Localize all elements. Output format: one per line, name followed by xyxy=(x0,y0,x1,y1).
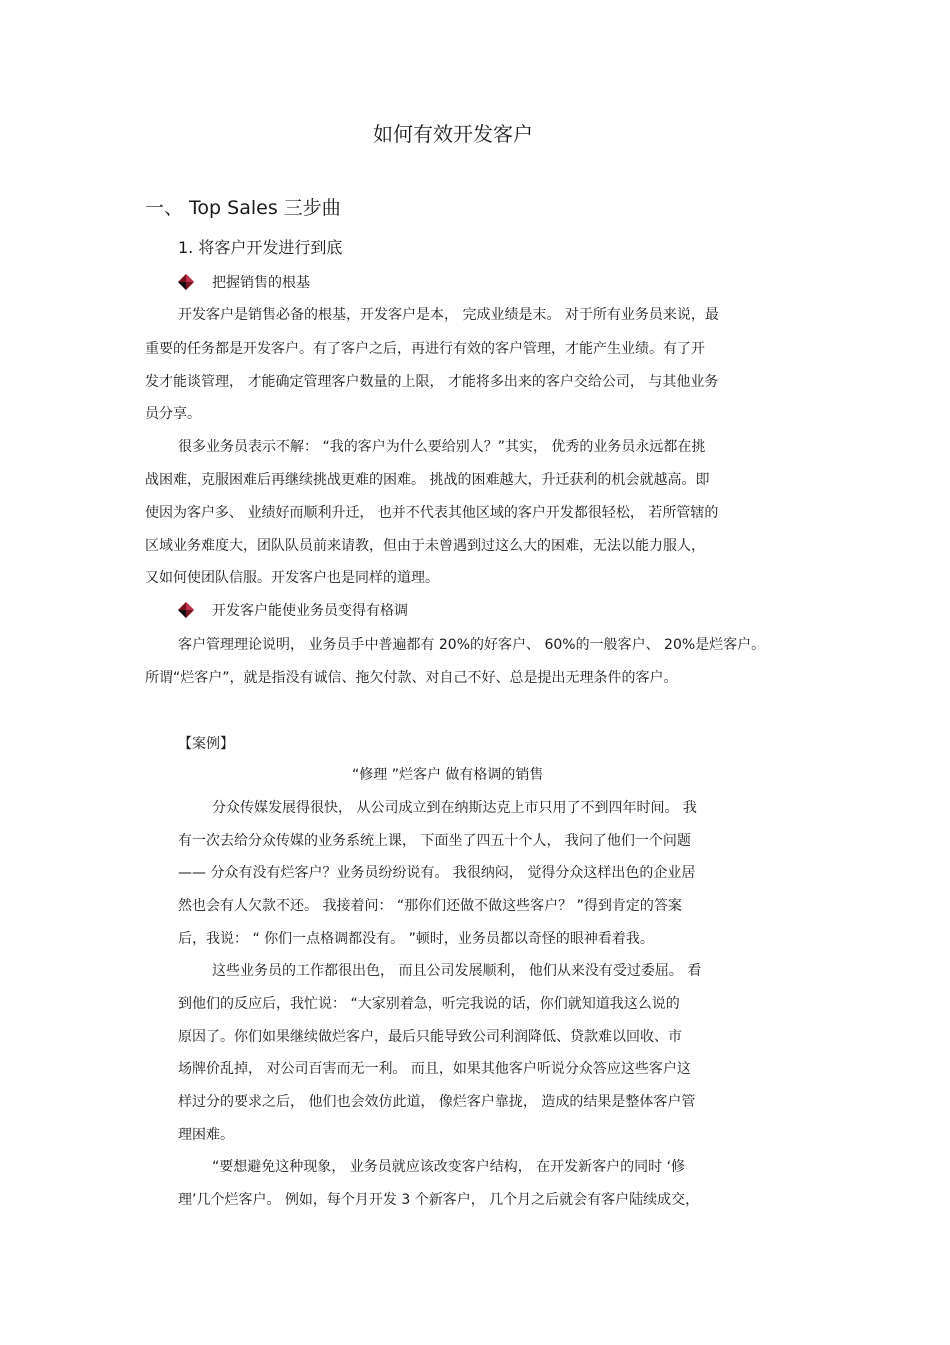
paragraph-line: 重要的任务都是开发客户。有了客户之后，再进行有效的客户管理，才能产生业绩。有了开 xyxy=(145,341,705,357)
paragraph-line: 客户管理理论说明， 业务员手中普遍都有 20%的好客户、 60%的一般客户、 20%是烂客户。 xyxy=(178,637,766,653)
paragraph-line: 所谓“烂客户”，就是指没有诚信、拖欠付款、对自己不好、总是提出无理条件的客户。 xyxy=(145,670,678,686)
case-line: 原因了。你们如果继续做烂客户，最后只能导致公司利润降低、贷款难以回收、市 xyxy=(178,1029,682,1045)
case-label: 【案例】 xyxy=(178,736,234,752)
case-line: 然也会有人欠款不还。 我接着问： “那你们还做不做这些客户？ ”得到肯定的答案 xyxy=(178,898,682,914)
subsection-heading: 1. 将客户开发进行到底 xyxy=(178,238,343,257)
case-line: 理困难。 xyxy=(178,1127,234,1143)
case-line: 到他们的反应后，我忙说： “大家别着急，听完我说的话，你们就知道我这么说的 xyxy=(178,996,680,1012)
paragraph-line: 员分享。 xyxy=(145,406,201,422)
paragraph-line: 区域业务难度大，团队队员前来请教，但由于未曾遇到过这么大的困难，无法以能力服人， xyxy=(145,538,705,554)
case-line: 理’几个烂客户。 例如，每个月开发 3 个新客户， 几个月之后就会有客户陆续成交， xyxy=(178,1192,700,1208)
diamond-bullet-icon xyxy=(177,273,195,291)
case-line: 这些业务员的工作都很出色， 而且公司发展顺利， 他们从来没有受过委屈。 看 xyxy=(212,963,702,979)
diamond-bullet-icon xyxy=(177,601,195,619)
page-title: 如何有效开发客户 xyxy=(373,122,533,146)
section-heading: 一、 Top Sales 三步曲 xyxy=(145,197,341,219)
case-line: 场牌价乱掉， 对公司百害而无一利。 而且，如果其他客户听说分众答应这些客户这 xyxy=(178,1061,691,1077)
case-line: 后，我说： “ 你们一点格调都没有。 ”顿时，业务员都以奇怪的眼神看着我。 xyxy=(178,931,654,947)
case-line: 有一次去给分众传媒的业务系统上课， 下面坐了四五十个人， 我问了他们一个问题 xyxy=(178,833,691,849)
paragraph-line: 很多业务员表示不解： “我的客户为什么要给别人？”其实， 优秀的业务员永远都在挑 xyxy=(178,439,706,455)
bullet-heading: 开发客户能使业务员变得有格调 xyxy=(212,603,408,619)
paragraph-line: 又如何使团队信服。开发客户也是同样的道理。 xyxy=(145,570,439,586)
paragraph-line: 开发客户是销售必备的根基，开发客户是本， 完成业绩是末。 对于所有业务员来说，最 xyxy=(178,307,719,323)
case-line: “要想避免这种现象， 业务员就应该改变客户结构， 在开发新客户的同时 ‘修 xyxy=(212,1159,686,1175)
case-line: 分众传媒发展得很快， 从公司成立到在纳斯达克上市只用了不到四年时间。 我 xyxy=(212,800,697,816)
case-title: “修理 ”烂客户 做有格调的销售 xyxy=(352,767,544,783)
case-line: 样过分的要求之后， 他们也会效仿此道， 像烂客户靠拢， 造成的结果是整体客户管 xyxy=(178,1094,696,1110)
case-line: —— 分众有没有烂客户？业务员纷纷说有。 我很纳闷， 觉得分众这样出色的企业居 xyxy=(178,865,696,881)
paragraph-line: 发才能谈管理， 才能确定管理客户数量的上限， 才能将多出来的客户交给公司， 与其他业务 xyxy=(145,374,719,390)
paragraph-line: 使因为客户多、 业绩好而顺利升迁， 也并不代表其他区域的客户开发都很轻松， 若所管辖的 xyxy=(145,505,719,521)
paragraph-line: 战困难，克服困难后再继续挑战更难的困难。 挑战的困难越大，升迁获利的机会就越高。即 xyxy=(145,472,710,488)
bullet-heading: 把握销售的根基 xyxy=(212,275,310,291)
